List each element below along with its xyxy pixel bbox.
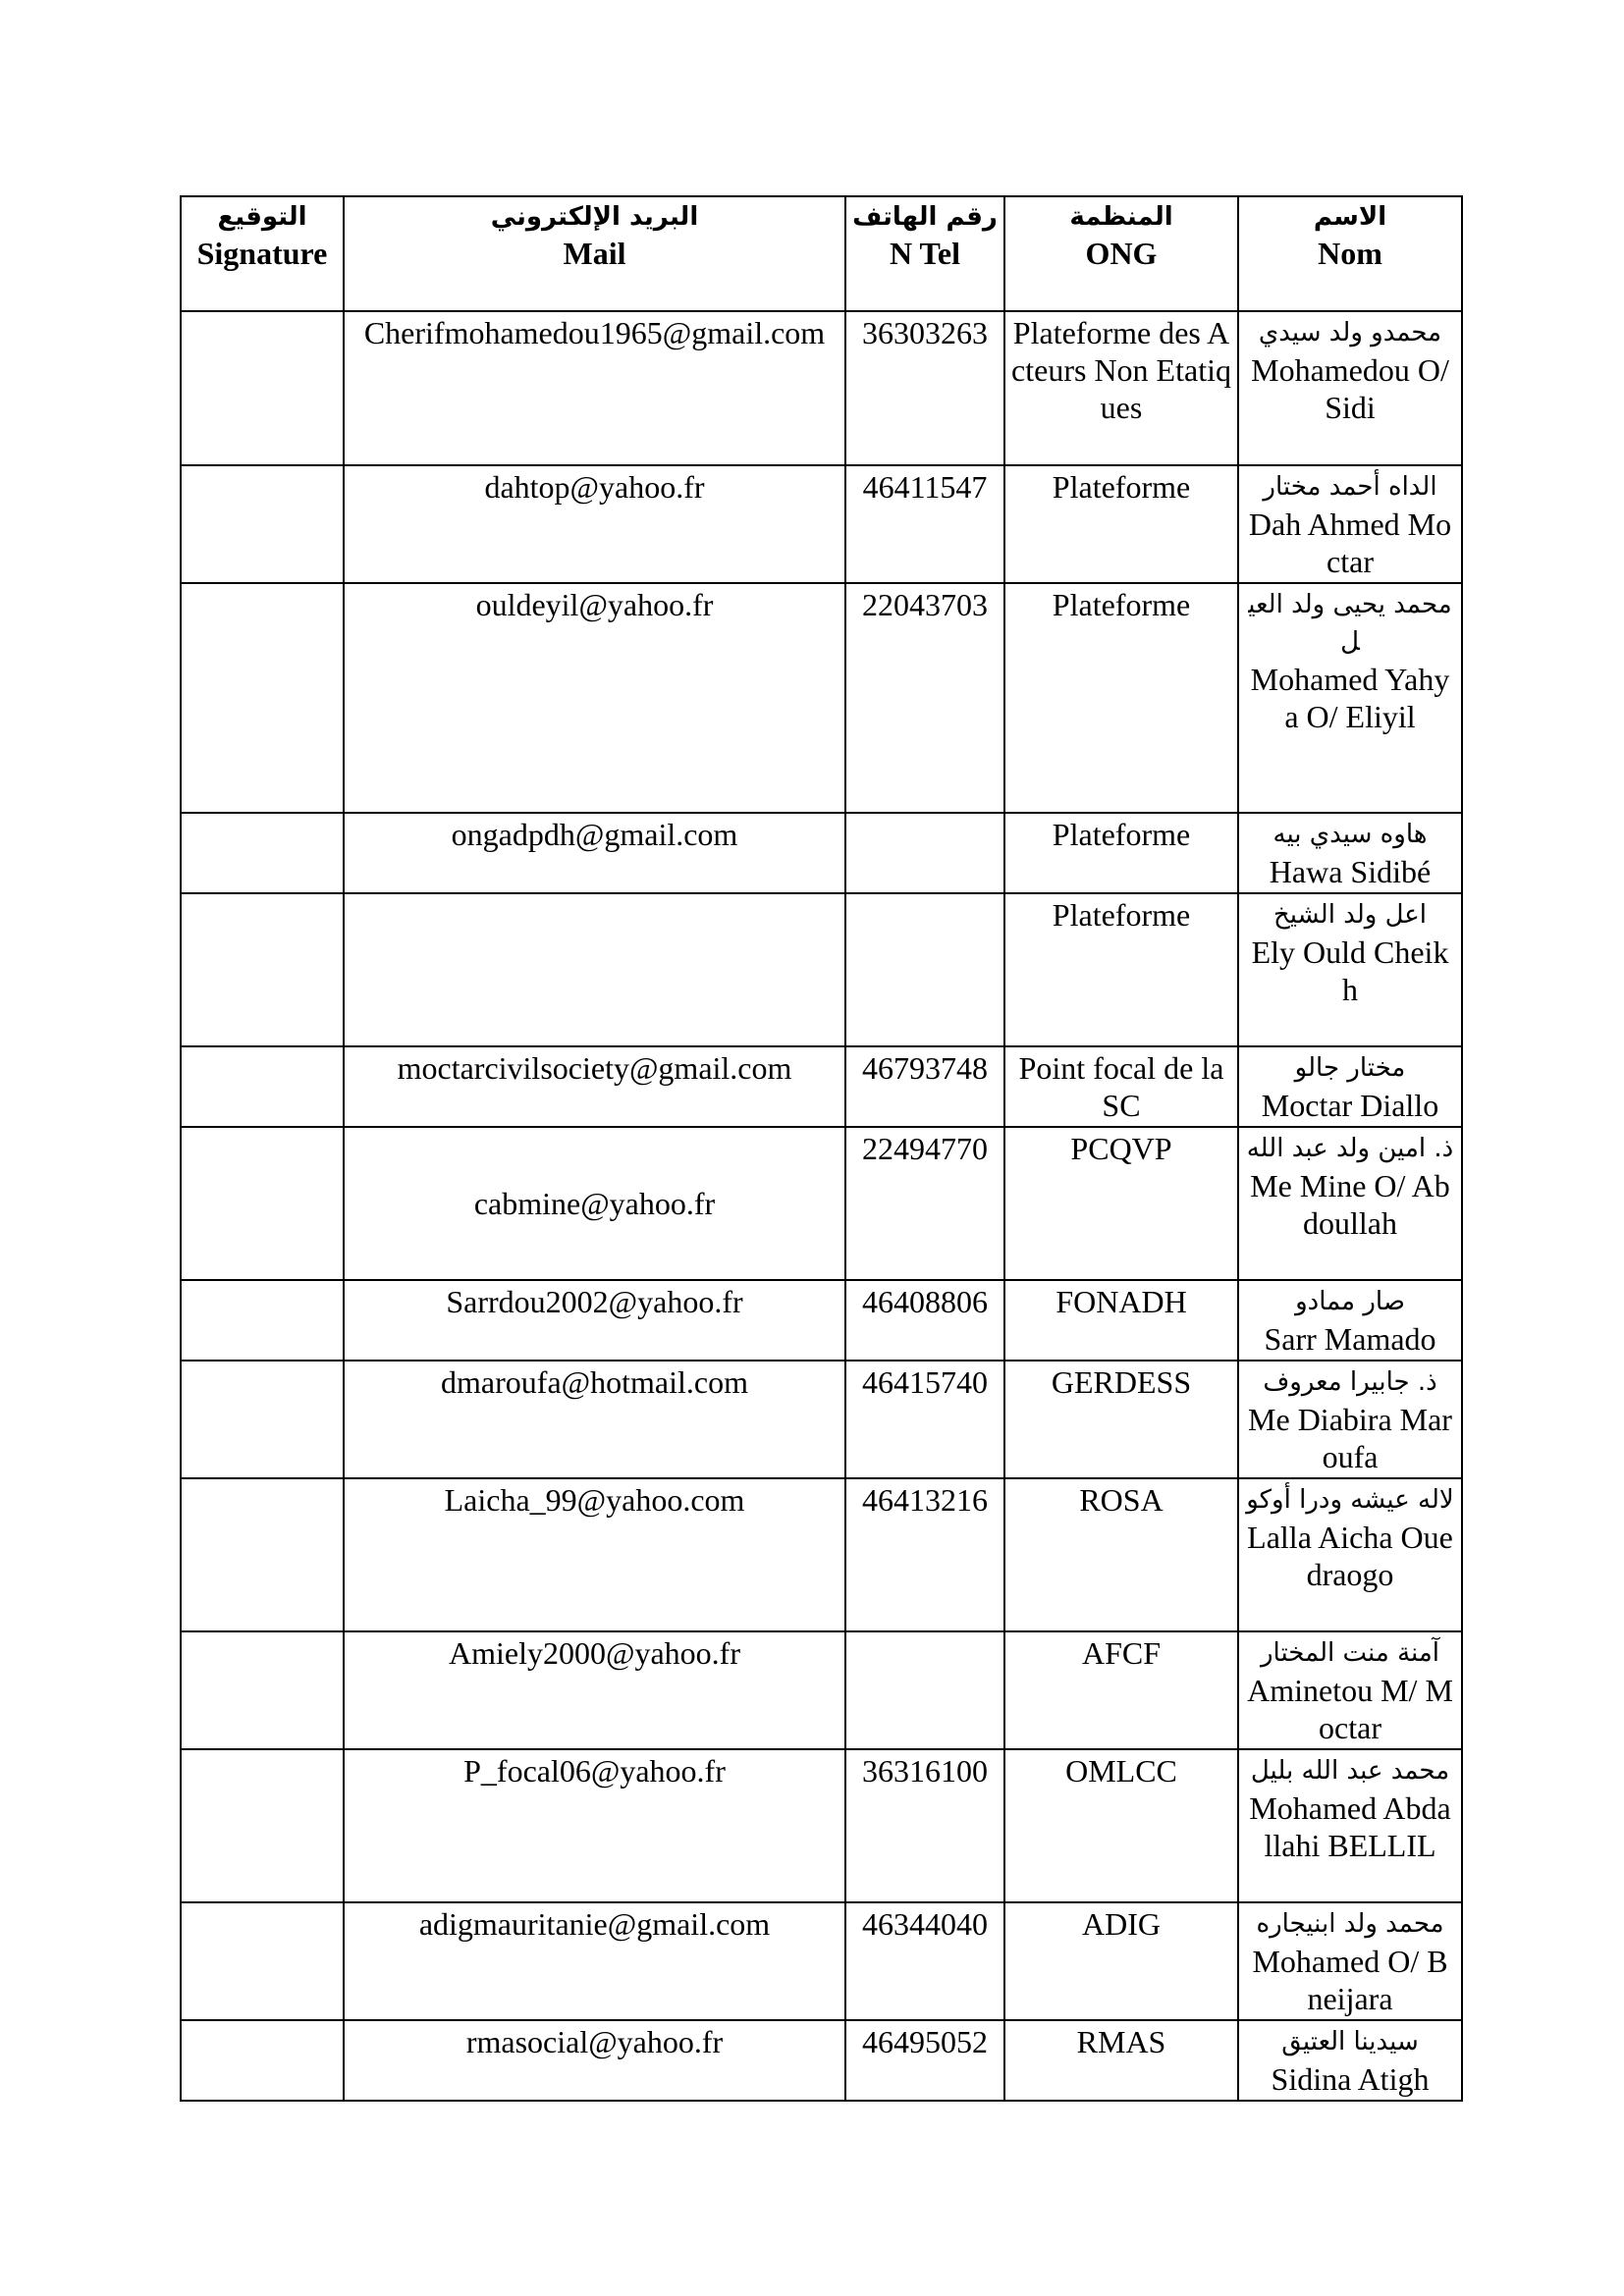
tel-cell [845,893,1004,1046]
header-nom: الاسم Nom [1238,196,1462,311]
table-row [181,1749,1462,1902]
tel-cell: 46495052 [845,2020,1004,2101]
tel-cell: 22494770 [845,1127,1004,1280]
nom-ar: اعل ولد الشيخ [1272,900,1428,930]
nom-ar: هاوه سيدي بيه [1272,820,1428,849]
signature-cell [181,311,344,465]
mail-cell: ouldeyil@yahoo.fr [344,583,845,813]
header-tel: رقم الهاتف N Tel [845,196,1004,311]
mail-cell: P_focal06@yahoo.fr [344,1749,845,1902]
table-row [181,1280,1462,1361]
ong-cell: PCQVP [1004,1127,1238,1280]
signature-cell [181,893,344,1046]
signature-cell [181,583,344,813]
nom-fr: Moctar Diallo [1261,1088,1439,1123]
ong-cell: Plateforme des Acteurs Non Etatiques [1004,311,1238,465]
nom-ar: محمدو ولد سيدي [1258,318,1442,347]
nom-ar: محمد ولد ابنيجاره [1256,1909,1444,1939]
nom-fr: Mohamed Abdallahi BELLIL [1249,1790,1451,1863]
signature-cell [181,1478,344,1631]
nom-cell [1238,813,1462,893]
nom-fr: Me Diabira Maroufa [1248,1402,1452,1474]
nom-fr: Dah Ahmed Moctar [1248,507,1452,579]
signature-cell [181,465,344,583]
nom-cell [1238,465,1462,583]
nom-cell [1238,893,1462,1046]
nom-ar: ذ. جابيرا معروف [1263,1367,1437,1397]
signature-cell [181,1749,344,1902]
table-row [181,311,1462,465]
nom-cell [1238,1280,1462,1361]
signature-cell [181,2020,344,2101]
header-mail: البريد الإلكتروني Mail [344,196,845,311]
ong-cell: RMAS [1004,2020,1238,2101]
nom-cell [1238,1361,1462,1478]
table-row [181,1478,1462,1631]
nom-ar: صار ممادو [1295,1287,1405,1316]
signature-cell [181,1361,344,1478]
mail-cell: Laicha_99@yahoo.com [344,1478,845,1631]
tel-cell: 46408806 [845,1280,1004,1361]
nom-ar: سيدينا العتيق [1281,2027,1419,2056]
tel-cell: 36316100 [845,1749,1004,1902]
header-row [181,196,1462,311]
nom-fr: Hawa Sidibé [1269,854,1432,889]
mail-cell: adigmauritanie@gmail.com [344,1902,845,2020]
signature-cell [181,1280,344,1361]
table-row [181,2020,1462,2101]
mail-cell: dahtop@yahoo.fr [344,465,845,583]
signature-cell [181,1127,344,1280]
ong-cell: AFCF [1004,1631,1238,1749]
nom-fr: Me Mine O/ Abdoullah [1250,1168,1450,1241]
tel-cell: 22043703 [845,583,1004,813]
ong-cell: ROSA [1004,1478,1238,1631]
tel-cell: 46411547 [845,465,1004,583]
nom-fr: Ely Ould Cheikh [1251,934,1449,1007]
table-row [181,1361,1462,1478]
nom-ar: مختار جالو [1294,1053,1406,1083]
table-row [181,583,1462,813]
table-row [181,1631,1462,1749]
nom-fr: Lalla Aicha Ouedraogo [1247,1520,1453,1592]
nom-fr: Mohamed O/ Bneijara [1252,1944,1448,2016]
mail-cell: moctarcivilsociety@gmail.com [344,1046,845,1127]
nom-ar: محمد يحيى ولد العيل [1248,590,1452,657]
signature-cell [181,1631,344,1749]
tel-cell [845,813,1004,893]
ong-cell: GERDESS [1004,1361,1238,1478]
mail-cell: ongadpdh@gmail.com [344,813,845,893]
participants-table [180,195,1463,2102]
ong-cell: OMLCC [1004,1749,1238,1902]
nom-ar: ذ. امين ولد عبد الله [1246,1134,1454,1163]
tel-cell: 46344040 [845,1902,1004,2020]
table-row [181,1127,1462,1280]
nom-cell [1238,1902,1462,2020]
table-row [181,1046,1462,1127]
nom-fr: Mohamed Yahya O/ Eliyil [1250,662,1450,734]
tel-cell: 46415740 [845,1361,1004,1478]
tel-cell: 46413216 [845,1478,1004,1631]
nom-cell [1238,1046,1462,1127]
table-row [181,465,1462,583]
tel-cell [845,1631,1004,1749]
ong-cell: Point focal de la SC [1004,1046,1238,1127]
table-row [181,813,1462,893]
nom-cell [1238,1127,1462,1280]
signature-cell [181,813,344,893]
ong-cell: ADIG [1004,1902,1238,2020]
nom-ar: لاله عيشه ودرا أوكو [1246,1485,1454,1515]
ong-cell: Plateforme [1004,813,1238,893]
mail-cell: cabmine@yahoo.fr [344,1127,845,1280]
nom-fr: Mohamedou O/ Sidi [1251,352,1449,425]
nom-ar: آمنة منت المختار [1260,1638,1440,1668]
nom-cell [1238,311,1462,465]
signature-cell [181,1046,344,1127]
ong-cell: Plateforme [1004,583,1238,813]
ong-cell: FONADH [1004,1280,1238,1361]
ong-cell: Plateforme [1004,465,1238,583]
mail-cell: Sarrdou2002@yahoo.fr [344,1280,845,1361]
ong-cell: Plateforme [1004,893,1238,1046]
nom-ar: محمد عبد الله بليل [1250,1756,1450,1786]
tel-cell: 36303263 [845,311,1004,465]
table-row [181,1902,1462,2020]
nom-cell [1238,1478,1462,1631]
mail-cell: Cherifmohamedou1965@gmail.com [344,311,845,465]
nom-cell [1238,2020,1462,2101]
header-ong: المنظمة ONG [1004,196,1238,311]
table-row [181,893,1462,1046]
nom-ar: الداه أحمد مختار [1263,472,1437,502]
nom-fr: Sidina Atigh [1271,2061,1430,2097]
nom-fr: Sarr Mamado [1264,1321,1436,1357]
mail-cell: dmaroufa@hotmail.com [344,1361,845,1478]
mail-cell: Amiely2000@yahoo.fr [344,1631,845,1749]
header-signature: التوقيع Signature [181,196,344,311]
mail-cell [344,893,845,1046]
mail-cell: rmasocial@yahoo.fr [344,2020,845,2101]
nom-cell [1238,1631,1462,1749]
signature-cell [181,1902,344,2020]
nom-cell [1238,1749,1462,1902]
nom-cell [1238,583,1462,813]
tel-cell: 46793748 [845,1046,1004,1127]
nom-fr: Aminetou M/ Moctar [1247,1673,1453,1745]
